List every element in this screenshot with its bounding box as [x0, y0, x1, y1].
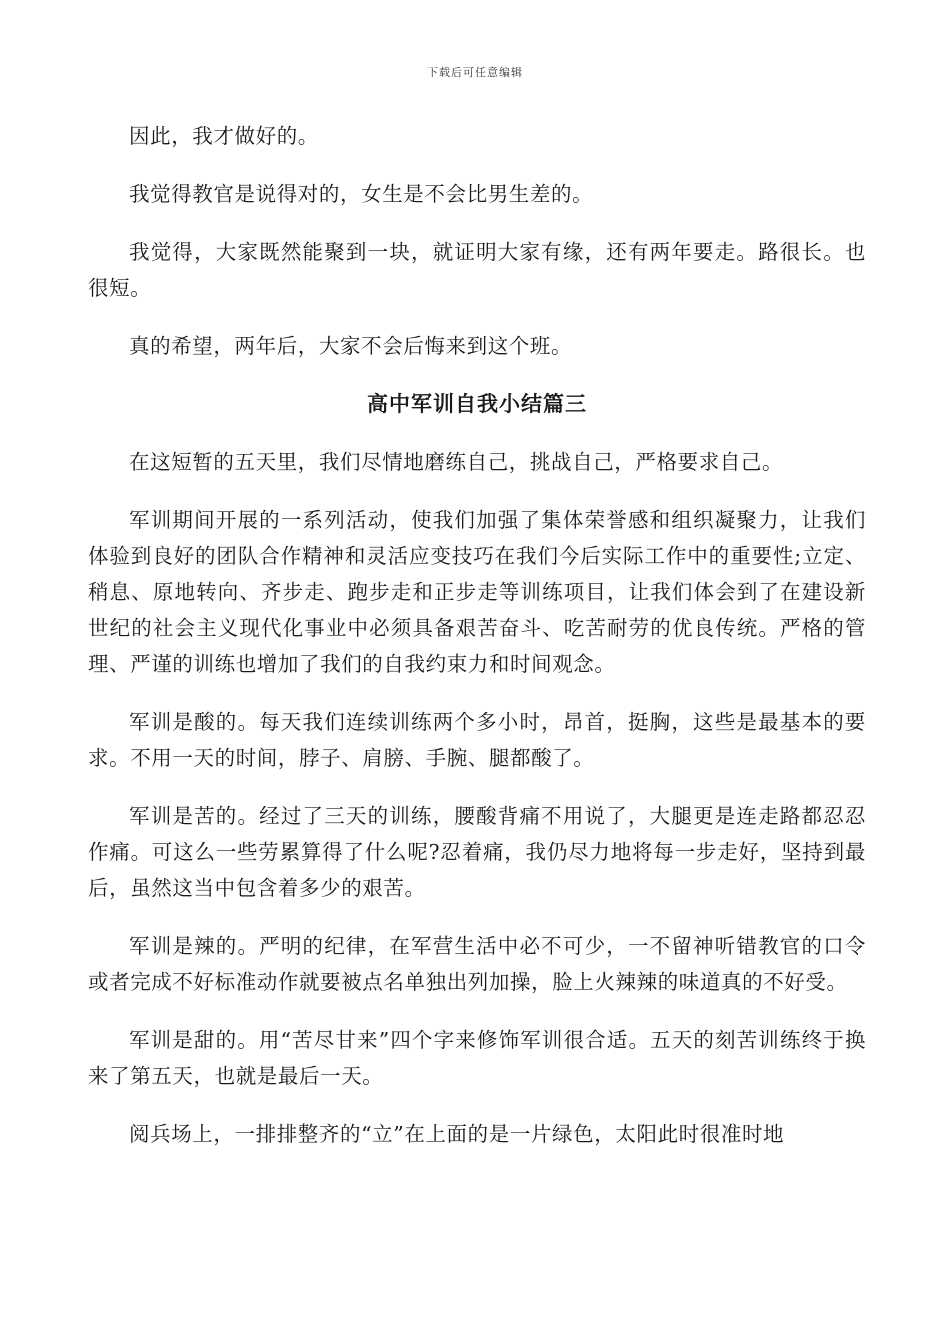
- paragraph-10: 军训是甜的。用“苦尽甘来”四个字来修饰军训很合适。五天的刻苦训练终于换来了第五天，也就是最后一天。: [88, 1028, 866, 1088]
- paragraph-2: 我觉得教官是说得对的，女生是不会比男生差的。: [129, 182, 594, 206]
- section-heading: 高中军训自我小结篇三: [367, 391, 587, 416]
- paragraph-11: 阅兵场上，一排排整齐的“立”在上面的是一片绿色，太阳此时很准时地: [129, 1122, 785, 1146]
- paragraph-5: 在这短暂的五天里，我们尽情地磨练自己，挑战自己，严格要求自己。: [129, 450, 784, 474]
- paragraph-4: 真的希望，两年后，大家不会后悔来到这个班。: [129, 334, 573, 358]
- paragraph-7: 军训是酸的。每天我们连续训练两个多小时，昂首，挺胸，这些是最基本的要求。不用一天的时间，脖子、肩膀、手腕、腿都酸了。: [88, 710, 866, 770]
- paragraph-1: 因此，我才做好的。: [129, 124, 319, 148]
- paragraph-6: 军训期间开展的一系列活动，使我们加强了集体荣誉感和组织凝聚力，让我们体验到良好的团队合作精神和灵活应变技巧在我们今后实际工作中的重要性;立定、稍息、原地转向、齐步走、跑步走和正步走等训练项目，让我们体会到了在建设新世纪的社会主义现代化事业中必须具备艰苦奋斗、吃苦耐劳的优良传统。严格的管理、严谨的训练也增加了我们的自我约束力和时间观念。: [88, 508, 866, 676]
- document-body: [88, 118, 866, 1174]
- page-header-note: 下载后可任意编辑: [427, 66, 523, 79]
- paragraph-3: 我觉得，大家既然能聚到一块，就证明大家有缘，还有两年要走。路很长。也很短。: [88, 240, 866, 300]
- paragraph-8: 军训是苦的。经过了三天的训练，腰酸背痛不用说了，大腿更是连走路都忍忍作痛。可这么一些劳累算得了什么呢?忍着痛，我仍尽力地将每一步走好，坚持到最后，虽然这当中包含着多少的艰苦。: [88, 804, 866, 900]
- paragraph-9: 军训是辣的。严明的纪律，在军营生活中必不可少，一不留神听错教官的口令或者完成不好标准动作就要被点名单独出列加操，脸上火辣辣的味道真的不好受。: [88, 934, 866, 994]
